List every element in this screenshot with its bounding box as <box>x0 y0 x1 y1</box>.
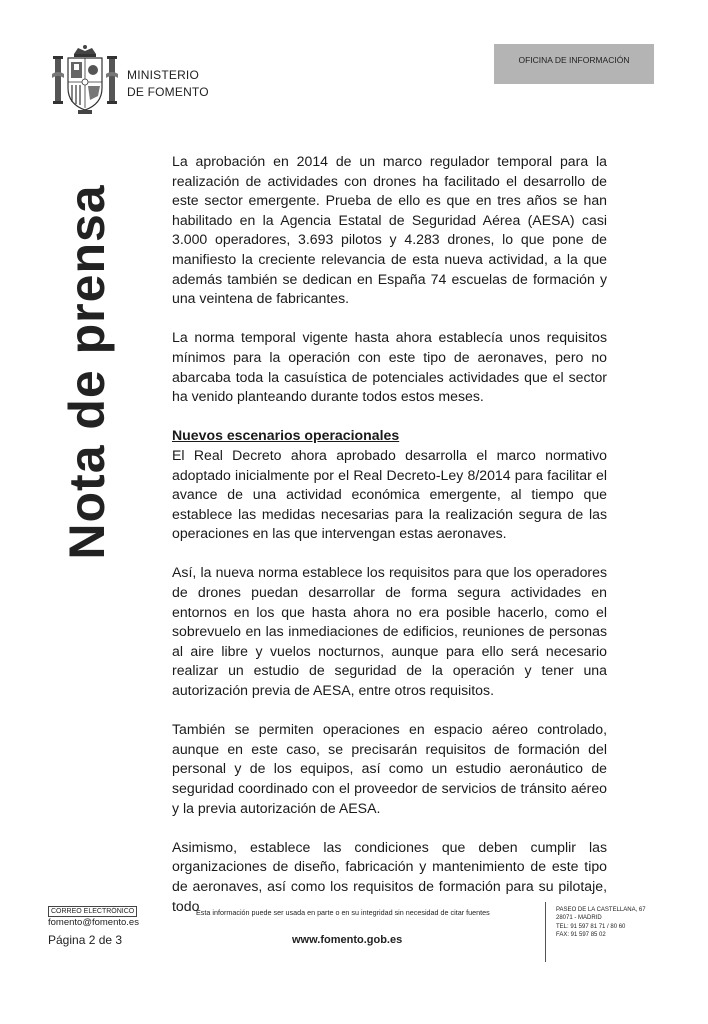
email-label: CORREO ELECTRÓNICO <box>48 906 137 917</box>
paragraph-4: Así, la nueva norma establece los requisitos para que los operadores de drones puedan desarrollar de forma segura actividades en entornos en los que hasta ahora no era posible hacerlo, como el sobrevuelo en las inmediaciones de edificios, reuniones de personas al aire libre y vuelos nocturnos, aunque para ello será necesario realizar un estudio de seguridad de la operación y tener una autorización previa de AESA, entre otros requisitos. <box>172 564 607 699</box>
address-line-1: PASEO DE LA CASTELLANA, 67 <box>556 907 646 913</box>
paragraph-2: La norma temporal vigente hasta ahora establecía unos requisitos mínimos para la operación con este tipo de aeronaves, pero no abarcaba toda la casuística de potenciales actividades que el sector ha venido planteando durante todos estos meses. <box>172 329 607 405</box>
website-link[interactable]: www.fomento.gob.es <box>292 934 403 946</box>
office-label-box <box>494 44 654 84</box>
side-title-text: Nota de prensa <box>59 184 115 560</box>
paragraph-5: También se permiten operaciones en espacio aéreo controlado, aunque en este caso, se precisarán requisitos de formación del personal y de los equipos, así como un estudio aeronáutico de seguridad coordinado con el proveedor de servicios de tránsito aéreo y la previa autorización de AESA. <box>172 721 607 816</box>
office-label: OFICINA DE INFORMACIÓN <box>518 55 630 65</box>
paragraph-3: El Real Decreto ahora aprobado desarrolla el marco normativo adoptado inicialmente por el Real Decreto-Ley 8/2014 para facilitar el avance de una actividad económica emergente, al tiempo que establece las medidas necesarias para la realización segura de las operaciones en las que intervengan estas aeronaves. <box>172 446 607 542</box>
postal-address <box>556 906 646 939</box>
usage-note: Esta información puede ser usada en parte o en su integridad sin necesidad de citar fuentes <box>196 908 490 917</box>
coat-of-arms-logo <box>52 44 118 116</box>
email-address[interactable]: fomento@fomento.es <box>48 917 139 928</box>
ministry-name <box>127 67 209 101</box>
address-line-2: 28071 - MADRID <box>556 915 602 922</box>
ministry-line-2: DE FOMENTO <box>127 85 209 99</box>
telephone: TEL: 91 597 81 71 / 80 60 <box>556 923 626 930</box>
paragraph-6: Asimismo, establece las condiciones que deben cumplir las organizaciones de diseño, fabricación y mantenimiento de este tipo de aeronaves, así como los requisitos de formación para su pilotaje, todo <box>172 838 607 914</box>
paragraph-1: La aprobación en 2014 de un marco regulador temporal para la realización de actividades con drones ha facilitado el desarrollo de este sector emergente. Prueba de ello es que en tres años se han habilitado en la Agencia Estatal de Seguridad Aérea (AESA) casi 3.000 operadores, 3.693 pilotos y 4.283 drones, lo que pone de manifiesto la creciente relevancia de esta nueva actividad, a la que además también se dedican en España 74 escuelas de formación y una veintena de fabricantes. <box>172 153 607 307</box>
section-heading: Nuevos escenarios operacionales <box>172 427 400 444</box>
fax: FAX: 91 597 85 02 <box>556 931 606 938</box>
footer-divider <box>545 902 546 962</box>
article-body <box>172 152 607 936</box>
ministry-line-1: MINISTERIO <box>127 68 200 82</box>
page-number: Página 2 de 3 <box>48 933 123 947</box>
side-title <box>42 184 132 560</box>
